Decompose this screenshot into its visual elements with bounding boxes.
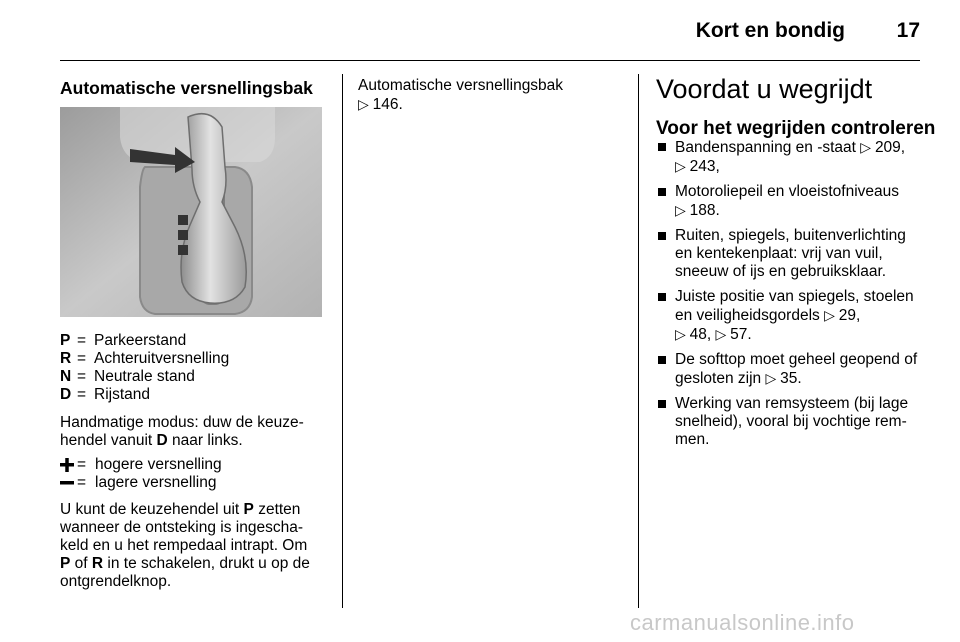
text-run: men. (675, 431, 710, 448)
text-run: hendel vanuit (60, 432, 157, 449)
subsection-heading: Voor het wegrijden controleren (656, 118, 936, 139)
page-ref[interactable]: 188. (689, 202, 720, 219)
list-item (656, 183, 924, 220)
gear-shifter-photo (60, 107, 322, 317)
page-ref[interactable]: 48, (689, 326, 716, 343)
shift-def-down (60, 474, 222, 492)
bullet-icon (658, 232, 666, 240)
unlock-line: wanneer de ontsteking is ingescha- (60, 519, 303, 536)
text-run: Bandenspanning en -staat (675, 139, 861, 156)
equals: = (77, 332, 87, 349)
unlock-line (60, 501, 325, 519)
text-run: naar links. (167, 432, 243, 449)
page-ref[interactable]: 57. (730, 326, 752, 343)
page-ref-icon: ▷ (358, 96, 373, 112)
page-number: 17 (896, 19, 920, 42)
unlock-line (60, 555, 325, 573)
text-run: en kentekenplaat: vrij van vuil, (675, 245, 883, 262)
text-run: U kunt de keuzehendel uit (60, 501, 244, 518)
unlock-line: ontgrendelknop. (60, 573, 172, 590)
list-item (656, 351, 924, 388)
shift-def-up (60, 456, 222, 474)
equals: = (77, 368, 87, 385)
text-run: gesloten zijn (675, 370, 766, 387)
manual-mode-line (60, 432, 325, 450)
list-item (656, 288, 924, 344)
page-ref-icon: ▷ (765, 370, 781, 386)
watermark: carmanualsonline.info (630, 610, 855, 635)
text-run: in te schakelen, drukt u op de (103, 555, 310, 572)
equals: = (77, 350, 87, 367)
gear-key: D (60, 386, 72, 403)
list-item (656, 138, 924, 176)
gear-key: P (60, 332, 71, 349)
header-divider (60, 60, 920, 61)
shift-definitions (60, 456, 222, 492)
bullet-icon (658, 356, 666, 364)
gear-shifter-illustration (60, 107, 322, 317)
page-header-title: Kort en bondig (695, 19, 845, 42)
text-run: Werking van remsysteem (bij lage (675, 395, 909, 412)
gear-key: R (60, 350, 72, 367)
section-title: Automatische versnellingsbak (60, 78, 313, 98)
bullet-icon (658, 293, 666, 301)
page-ref-icon: ▷ (715, 326, 731, 342)
page-ref[interactable]: 243, (689, 158, 720, 175)
gear-label: Neutrale stand (94, 368, 195, 385)
gear-key: P (60, 555, 71, 572)
page-ref[interactable]: 29, (838, 307, 861, 324)
manual-mode-text (60, 414, 325, 450)
gear-def-n (60, 368, 229, 386)
text-run: Motoroliepeil en vloeistofniveaus (675, 183, 900, 200)
text-run: sneeuw of ijs en gebruiksklaar. (675, 263, 887, 280)
page-ref-icon: ▷ (675, 326, 690, 342)
plus-icon (60, 456, 77, 474)
gear-key: R (91, 555, 104, 572)
page-ref-icon: ▷ (860, 139, 875, 155)
gear-label: Achteruitversnelling (94, 350, 230, 367)
text-run: en veiligheidsgordels (675, 307, 825, 324)
equals: = (77, 474, 87, 491)
gear-key: P (243, 501, 254, 518)
text-run: snelheid), vooral bij vochtige rem- (675, 413, 907, 430)
text-run: De softtop moet geheel geopend of (675, 351, 918, 368)
cross-reference (358, 77, 628, 114)
page-ref-icon: ▷ (675, 202, 690, 218)
equals: = (77, 386, 87, 403)
page-ref-icon: ▷ (675, 158, 690, 174)
text-run: zetten (253, 501, 301, 518)
gear-def-p (60, 332, 229, 350)
manual-mode-line: Handmatige modus: duw de keuze- (60, 414, 304, 431)
bullet-icon (658, 400, 666, 408)
gear-key: D (156, 432, 168, 449)
column-divider-right (638, 74, 639, 608)
page-ref[interactable]: 35. (780, 370, 802, 387)
bullet-icon (658, 188, 666, 196)
gear-definitions (60, 332, 229, 404)
gear-key: N (60, 368, 72, 385)
text-run: Ruiten, spiegels, buitenverlichting (675, 227, 906, 244)
shift-label: lagere versnelling (95, 474, 217, 491)
list-item (656, 227, 924, 281)
text-run: of (70, 555, 92, 572)
cross-ref-line (358, 95, 628, 114)
gear-label: Rijstand (94, 386, 150, 403)
unlock-text (60, 501, 325, 591)
shift-label: hogere versnelling (95, 456, 222, 473)
text-run: Juiste positie van spiegels, stoelen (675, 288, 914, 305)
page-ref[interactable]: 209, (874, 139, 906, 156)
unlock-line: keld en u het rempedaal intrapt. Om (60, 537, 308, 554)
minus-icon (60, 474, 77, 492)
gear-def-d (60, 386, 229, 404)
column-divider-left (342, 74, 343, 608)
list-item (656, 395, 924, 449)
gear-label: Parkeerstand (94, 332, 187, 349)
page-ref-icon: ▷ (824, 307, 839, 323)
cross-ref-line: Automatische versnellingsbak (358, 77, 564, 94)
checklist (656, 138, 924, 456)
bullet-icon (658, 143, 666, 151)
gear-def-r (60, 350, 229, 368)
equals: = (77, 456, 87, 473)
section-heading: Voordat u wegrijdt (656, 74, 873, 104)
page-ref[interactable]: 146. (372, 96, 403, 113)
